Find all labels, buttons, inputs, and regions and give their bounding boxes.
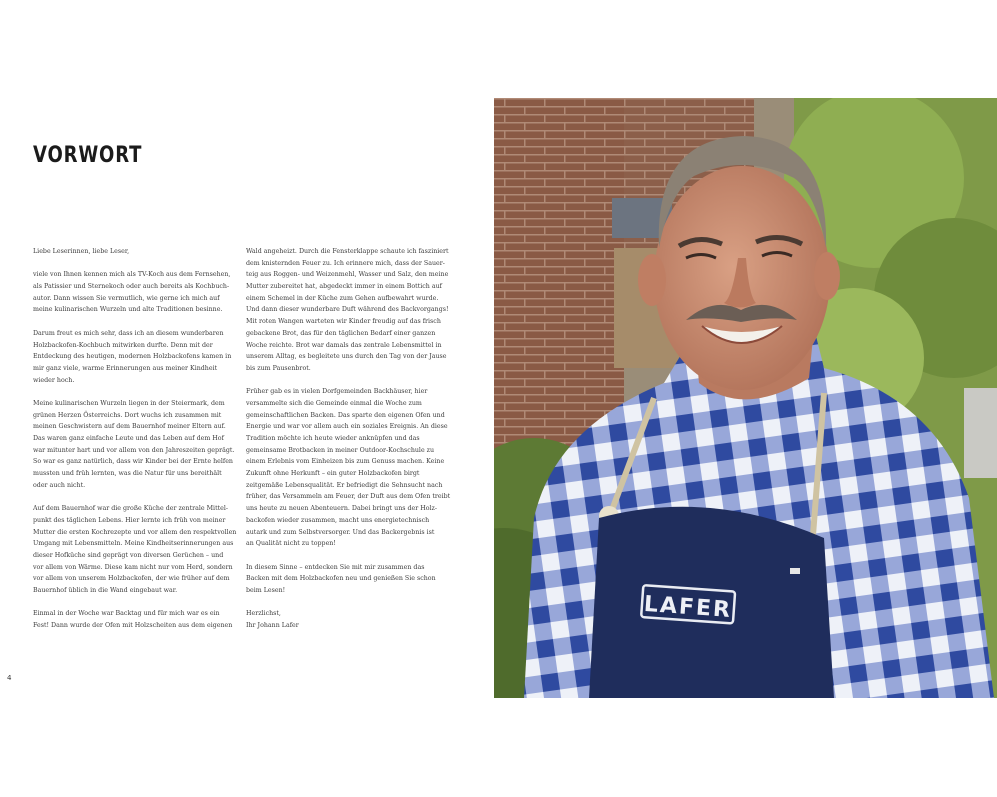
text-line: zeitgemäße Lebensqualität. Er befriedigt die Sehnsucht nach — [246, 481, 443, 489]
text-line: Liebe Leserinnen, liebe Leser, — [33, 248, 130, 255]
paragraph-gap — [33, 491, 229, 503]
text-line: wieder hoch. — [33, 376, 75, 384]
text-line: gemeinsame Brotbacken in meiner Outdoor-Kochschule zu — [246, 446, 435, 454]
text-line: grünen Herzen Österreichs. Dort wuchs ich zusammen mit — [33, 411, 222, 419]
page-number: 4 — [7, 674, 12, 682]
text-line: gemeinschaftlichen Backen. Das sparte den eigenen Ofen und — [246, 411, 445, 419]
text-line: Zukunft ohne Herkunft – ein guter Holzbackofen birgt — [246, 470, 420, 478]
text-line: Früher gab es in vielen Dorfgemeinden Backhäuser, hier — [246, 388, 428, 396]
paragraph-gap — [246, 597, 442, 609]
text-line: Entdeckung des heutigen, modernen Holzbackofens kamen in — [33, 353, 232, 361]
text-line: backofen wieder zusammen, macht uns energietechnisch — [246, 516, 430, 524]
text-line: vor allem von unserem Holzbackofen, der wie früher auf dem — [33, 575, 230, 583]
text-line: Mutter die ersten Kochrezepte und vor allem den respektvollen — [33, 528, 237, 536]
text-line: teig aus Roggen- und Weizenmehl, Wasser und Salz, den meine — [246, 271, 449, 279]
paragraph-gap — [33, 386, 229, 398]
paragraph-gap — [33, 258, 229, 270]
text-line: In diesem Sinne – entdecken Sie mit mir zusammen das — [246, 563, 425, 571]
text-line: dem knisternden Feuer zu. Ich erinnere mich, dass der Sauer- — [246, 259, 445, 267]
text-line: Wald angeheizt. Durch die Fensterklappe schaute ich fasziniert — [246, 248, 449, 255]
text-line: einem Schemel in der Küche zum Gehen aufbewahrt wurde. — [246, 294, 439, 302]
text-line: dieser Hofküche sind geprägt von diversen Gerüchen – und — [33, 551, 224, 559]
portrait-photo — [494, 98, 997, 698]
text-line: autark und zum Selbstversorger. Und das Backergebnis ist — [246, 528, 435, 536]
text-line: Meine kulinarischen Wurzeln liegen in der Steiermark, dem — [33, 399, 225, 407]
paragraph-gap — [33, 597, 229, 609]
text-line: Energie und war vor allem auch ein soziales Ereignis. An diese — [246, 423, 448, 431]
text-line: Woche reichte. Brot war damals das zentrale Lebensmittel in — [246, 341, 442, 349]
text-line: vor allem von Wärme. Diese kam nicht nur vom Herd, sondern — [33, 563, 233, 571]
paragraph-gap — [33, 316, 229, 328]
text-line: oder auch nicht. — [33, 481, 86, 489]
text-line: mussten und früh lernten, was die Natur für uns bereithält — [33, 470, 222, 478]
text-column-left — [33, 246, 237, 632]
text-line: an Qualität nicht zu toppen! — [246, 540, 336, 548]
text-line: früher, das Versammeln am Feuer, der Duft aus dem Ofen treibt — [246, 493, 451, 501]
text-line: Darum freut es mich sehr, dass ich an diesem wunderbaren — [33, 329, 224, 337]
paragraph-gap — [246, 375, 442, 387]
text-line: Und dann dieser wunderbare Duft während des Backvorgangs! — [246, 306, 449, 314]
text-line: meinen Geschwistern auf dem Bauernhof meiner Eltern auf. — [33, 423, 226, 431]
text-line: Backen mit dem Holzbackofen neu und genießen Sie schon — [246, 575, 436, 583]
text-line: Das waren ganz einfache Leute und das Leben auf dem Hof — [33, 435, 224, 442]
text-line: So war es ganz natürlich, dass wir Kinder bei der Ernte helfen — [33, 458, 233, 466]
text-line: autor. Dann wissen Sie vermutlich, wie gerne ich mich auf — [33, 294, 220, 302]
text-column-right — [246, 246, 451, 632]
text-line: meine kulinarischen Wurzeln und alte Traditionen besinne. — [33, 306, 223, 314]
text-line: Herzlichst, — [246, 610, 281, 618]
text-line: Holzbackofen-Kochbuch mitwirken durfte. Denn mit der — [33, 341, 213, 349]
text-line: bis zum Pausenbrot. — [246, 364, 311, 372]
text-line: Mit roten Wangen warteten wir Kinder freudig auf das frisch — [246, 318, 441, 326]
text-line: Einmal in der Woche war Backtag und für mich war es ein — [33, 610, 220, 618]
text-line: Ihr Johann Lafer — [246, 622, 299, 629]
text-line: Fest! Dann wurde der Ofen mit Holzscheiten aus dem eigenen — [33, 622, 233, 629]
text-line: beim Lesen! — [246, 586, 286, 594]
text-line: gebackene Brot, das für den täglichen Bedarf einer ganzen — [246, 329, 436, 337]
text-line: uns heute zu neuen Abenteuern. Dabei bringt uns der Holz- — [246, 505, 438, 513]
text-line: Mutter zubereitet hat, abgedeckt immer in einem Bottich auf — [246, 283, 442, 291]
text-line: Tradition möchte ich heute wieder anknüpfen und das — [246, 435, 420, 442]
page-title: VORWORT — [33, 143, 143, 168]
text-line: unserem Alltag, es begleitete uns durch den Tag von der Jause — [246, 353, 447, 361]
text-line: viele von Ihnen kennen mich als TV-Koch aus dem Fernsehen, — [33, 271, 231, 279]
text-line: punkt des täglichen Lebens. Hier lernte ich früh von meiner — [33, 516, 226, 524]
paragraph-gap — [246, 550, 442, 562]
text-line: war mitunter hart und vor allem von den Jahreszeiten geprägt. — [33, 446, 235, 454]
text-line: versammelte sich die Gemeinde einmal die Woche zum — [246, 399, 422, 407]
text-line: mir ganz viele, warme Erinnerungen aus meiner Kindheit — [33, 364, 218, 372]
text-line: Bauernhof üblich in die Wand eingebaut war. — [33, 586, 178, 594]
text-line: Umgang mit Lebensmitteln. Meine Kindheitserinnerungen aus — [33, 540, 234, 548]
text-line: einem Erlebnis vom Einheizen bis zum Genuss machen. Keine — [246, 458, 445, 466]
text-line: Auf dem Bauernhof war die große Küche der zentrale Mittel- — [33, 505, 228, 513]
text-line: als Patissier und Sternekoch oder auch bereits als Kochbuch- — [33, 283, 230, 291]
apron-logo-text: LAFER — [643, 591, 733, 624]
